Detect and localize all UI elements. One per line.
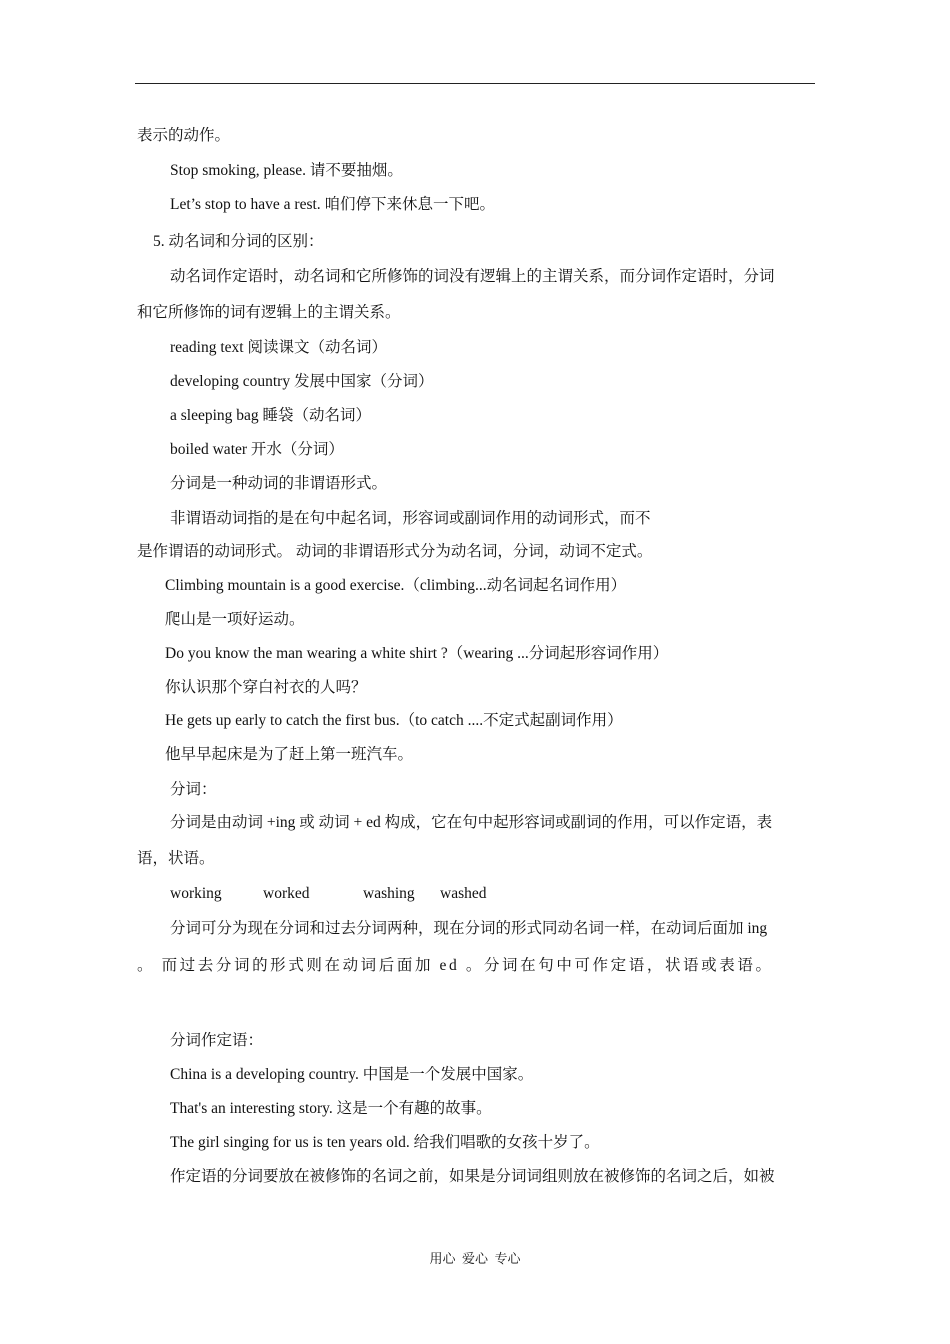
paragraph-line: 语，状语。 bbox=[137, 850, 215, 867]
translation-line: 他早早起床是为了赶上第一班汽车。 bbox=[165, 746, 414, 763]
paragraph-line: 分词可分为现在分词和过去分词两种，现在分词的形式同动名词一样，在动词后面加 ing bbox=[170, 920, 768, 937]
subheading-attributive: 分词作定语： bbox=[170, 1032, 264, 1049]
paragraph-line: 和它所修饰的词有逻辑上的主谓关系。 bbox=[137, 304, 401, 321]
page-footer: 用心 爱心 专心 bbox=[429, 1251, 521, 1266]
example-stop-rest: Let’s stop to have a rest. 咱们停下来休息一下吧。 bbox=[170, 196, 496, 213]
subheading-participle: 分词： bbox=[170, 781, 217, 798]
word-example: washing bbox=[363, 885, 415, 902]
paragraph-line: 。 而过去分词的形式则在动词后面加 ed 。分词在句中可作定语，状语或表语。 bbox=[137, 957, 774, 974]
word-example: working bbox=[170, 885, 222, 902]
example-story: That's an interesting story. 这是一个有趣的故事。 bbox=[170, 1100, 492, 1117]
example-stop-smoking: Stop smoking, please. 请不要抽烟。 bbox=[170, 162, 403, 179]
paragraph-line: 作定语的分词要放在被修饰的名词之前，如果是分词词组则放在被修饰的名词之后，如被 bbox=[170, 1168, 775, 1185]
example-sleeping-bag: a sleeping bag 睡袋（动名词） bbox=[170, 407, 372, 424]
paragraph-line: 动名词作定语时，动名词和它所修饰的词没有逻辑上的主谓关系，而分词作定语时，分词 bbox=[170, 268, 775, 285]
word-examples-row bbox=[170, 884, 510, 904]
example-boiled-water: boiled water 开水（分词） bbox=[170, 441, 344, 458]
example-developing-country: developing country 发展中国家（分词） bbox=[170, 373, 434, 390]
example-china: China is a developing country. 中国是一个发展中国家。 bbox=[170, 1066, 534, 1083]
paragraph-line: 分词是一种动词的非谓语形式。 bbox=[170, 475, 388, 492]
example-to-catch: He gets up early to catch the first bus.（to catch ....不定式起副词作用） bbox=[165, 712, 623, 729]
translation-line: 爬山是一项好运动。 bbox=[165, 611, 305, 628]
text-line-1: 表示的动作。 bbox=[137, 127, 231, 144]
translation-line: 你认识那个穿白衬衣的人吗？ bbox=[165, 679, 367, 696]
paragraph-line: 分词是由动词 +ing 或 动词 + ed 构成，它在句中起形容词或副词的作用，可以作定语，表 bbox=[170, 814, 773, 831]
word-example: worked bbox=[263, 885, 310, 902]
section-heading-5: 5. 动名词和分词的区别： bbox=[153, 233, 324, 250]
example-wearing: Do you know the man wearing a white shirt ?（wearing ...分词起形容词作用） bbox=[165, 645, 669, 662]
word-example: washed bbox=[440, 885, 487, 902]
header-rule bbox=[135, 83, 815, 84]
example-girl-singing: The girl singing for us is ten years old. 给我们唱歌的女孩十岁了。 bbox=[170, 1134, 600, 1151]
example-climbing: Climbing mountain is a good exercise.（climbing...动名词起名词作用） bbox=[165, 577, 627, 594]
paragraph-line: 非谓语动词指的是在句中起名词，形容词或副词作用的动词形式，而不 bbox=[170, 510, 651, 527]
paragraph-line: 是作谓语的动词形式。 动词的非谓语形式分为动名词，分词，动词不定式。 bbox=[137, 543, 653, 560]
example-reading-text: reading text 阅读课文（动名词） bbox=[170, 339, 387, 356]
